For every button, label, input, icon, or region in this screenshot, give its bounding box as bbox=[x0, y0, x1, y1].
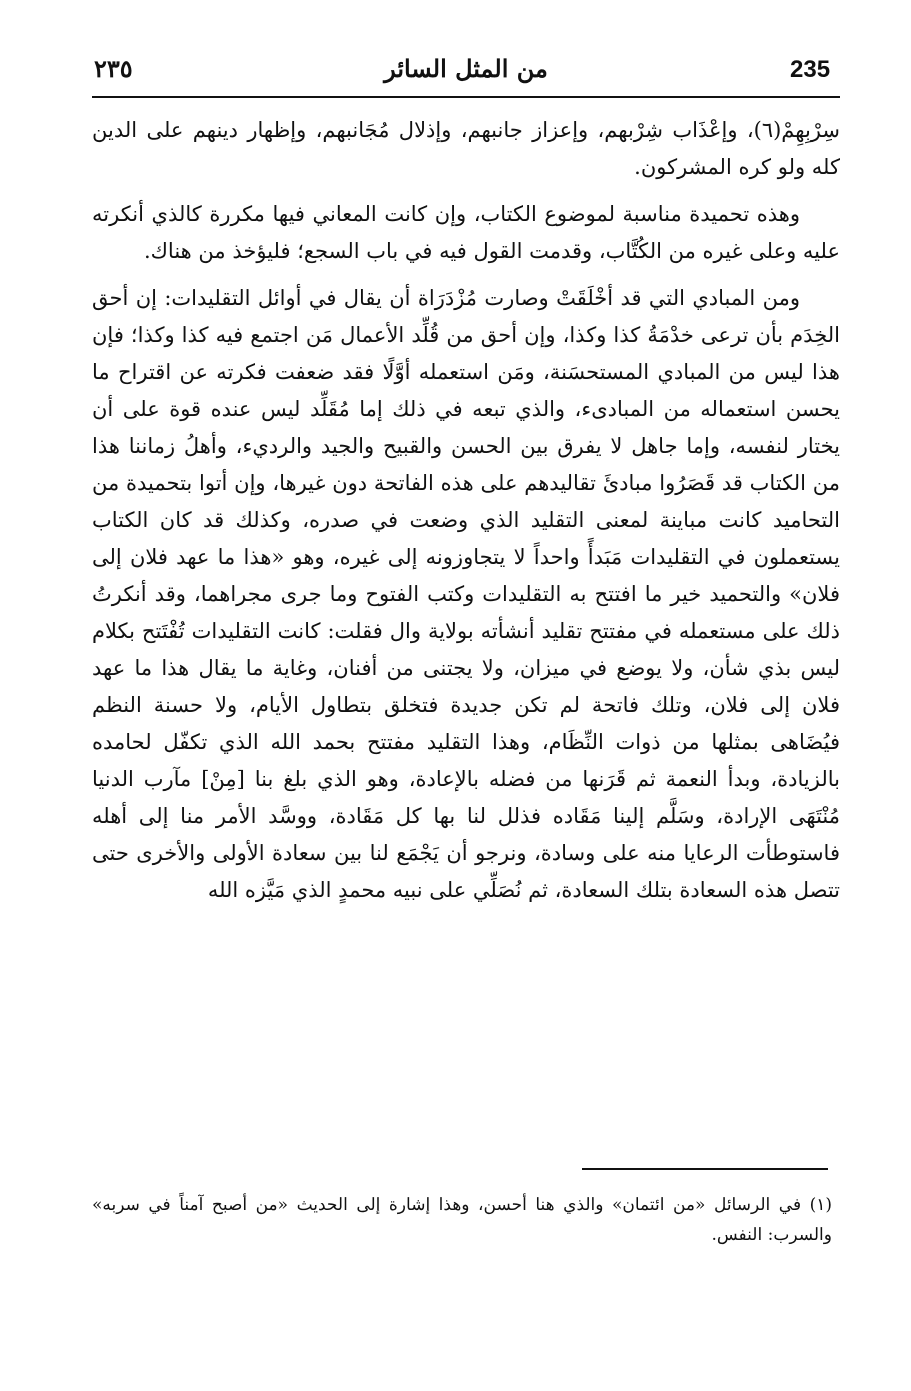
paragraph-2: وهذه تحميدة مناسبة لموضوع الكتاب، وإن كانت المعاني فيها مكررة كالذي أنكرته عليه وعلى غيره من الكُتَّاب، وقدمت القول فيه في باب السجع؛ فليؤخذ من هناك. bbox=[92, 202, 840, 263]
page-header bbox=[92, 50, 840, 96]
page-number-latin: 235 bbox=[790, 56, 831, 83]
paragraph-1: سِرْبِهِمْ(٦)، وإعْذَاب شِرْبهم، وإعزاز جانبهم، وإذلال مُجَانبهم، وإظهار دينهم على الدين كله ولو كره المشركون. bbox=[92, 118, 840, 179]
footnote bbox=[92, 1190, 832, 1250]
footnote-rule bbox=[582, 1168, 828, 1170]
running-title: من المثل السائر bbox=[384, 54, 548, 83]
paragraph-3: ومن المبادي التي قد أخْلَقَتْ وصارت مُزْدَرَاة أن يقال في أوائل التقليدات: إن أحق الخِدَم بأن ترعى خدْمَةُ كذا وكذا، وإن أحق من قُلِّد الأعمال مَن اجتمع فيه كذا وكذا؛ فإن هذا ليس من المبادي المستحسَنة، ومَن استعمله أوَّلًا فقد ضعفت فكرته عن اقتراح ما يحسن استعماله من المبادىء، والذي تبعه في ذلك إما مُقَلِّد ليس عنده قوة على أن يختار لنفسه، وإما جاهل لا يفرق بين الحسن والقبيح والجيد والرديء، وأهلُ زماننا هذا من الكتاب قد قَصَرُوا مبادئَ تقاليدهم على هذه الفاتحة دون غيرها، وإن أتوا بتحميدة من التحاميد كانت مباينة لمعنى التقليد الذي وضعت في صدره، وكذلك قد كان الكتاب يستعملون في التقليدات مَبَدأً واحداً لا يتجاوزونه إلى غيره، وهو «هذا ما عهد فلان إلى فلان» والتحميد خير ما افتتح به التقليدات وكتب الفتوح وما جرى مجراهما، وقد أنكرتُ ذلك على مستعمله في مفتتح تقليد أنشأته بولاية وال فقلت: كانت التقليدات تُفْتَتح بكلام ليس بذي شأن، ولا يوضع في ميزان، ولا يجتنى من أفنان، وغاية ما يقال هذا ما عهد فلان إلى فلان، وتلك فاتحة لم تكن جديدة فتخلق بتطاول الأيام، ولا حسنة النظم فيُضَاهى بمثلها من ذوات النِّظَام، وهذا التقليد مفتتح بحمد الله الذي تكفّل لحامده بالزيادة، وبدأ النعمة ثم قَرَنها من فضله بالإعادة، وهو الذي بلغ بنا [مِنْ] مآرب الدنيا مُنْتَهَى الإرادة، وسَلَّم إلينا مَقَاده فذلل لنا بها كل مَقَادة، ووسَّد الأمر منا إلى أهله فاستوطأت الرعايا منه على وسادة، ونرجو أن يَجْمَع لنا بين سعادة الأولى والأخرى حتى تتصل هذه السعادة بتلك السعادة، ثم نُصَلِّي على نبيه محمدٍ الذي مَيَّزه الله bbox=[92, 286, 840, 902]
page-number-arabic: ٢٣٥ bbox=[94, 54, 133, 83]
footnote-text: (١) في الرسائل «من ائتمان» والذي هنا أحسن، وهذا إشارة إلى الحديث «من أصبح آمناً في سربه» والسرب: النفس. bbox=[92, 1195, 832, 1245]
main-text bbox=[92, 112, 840, 919]
header-rule bbox=[92, 96, 840, 98]
